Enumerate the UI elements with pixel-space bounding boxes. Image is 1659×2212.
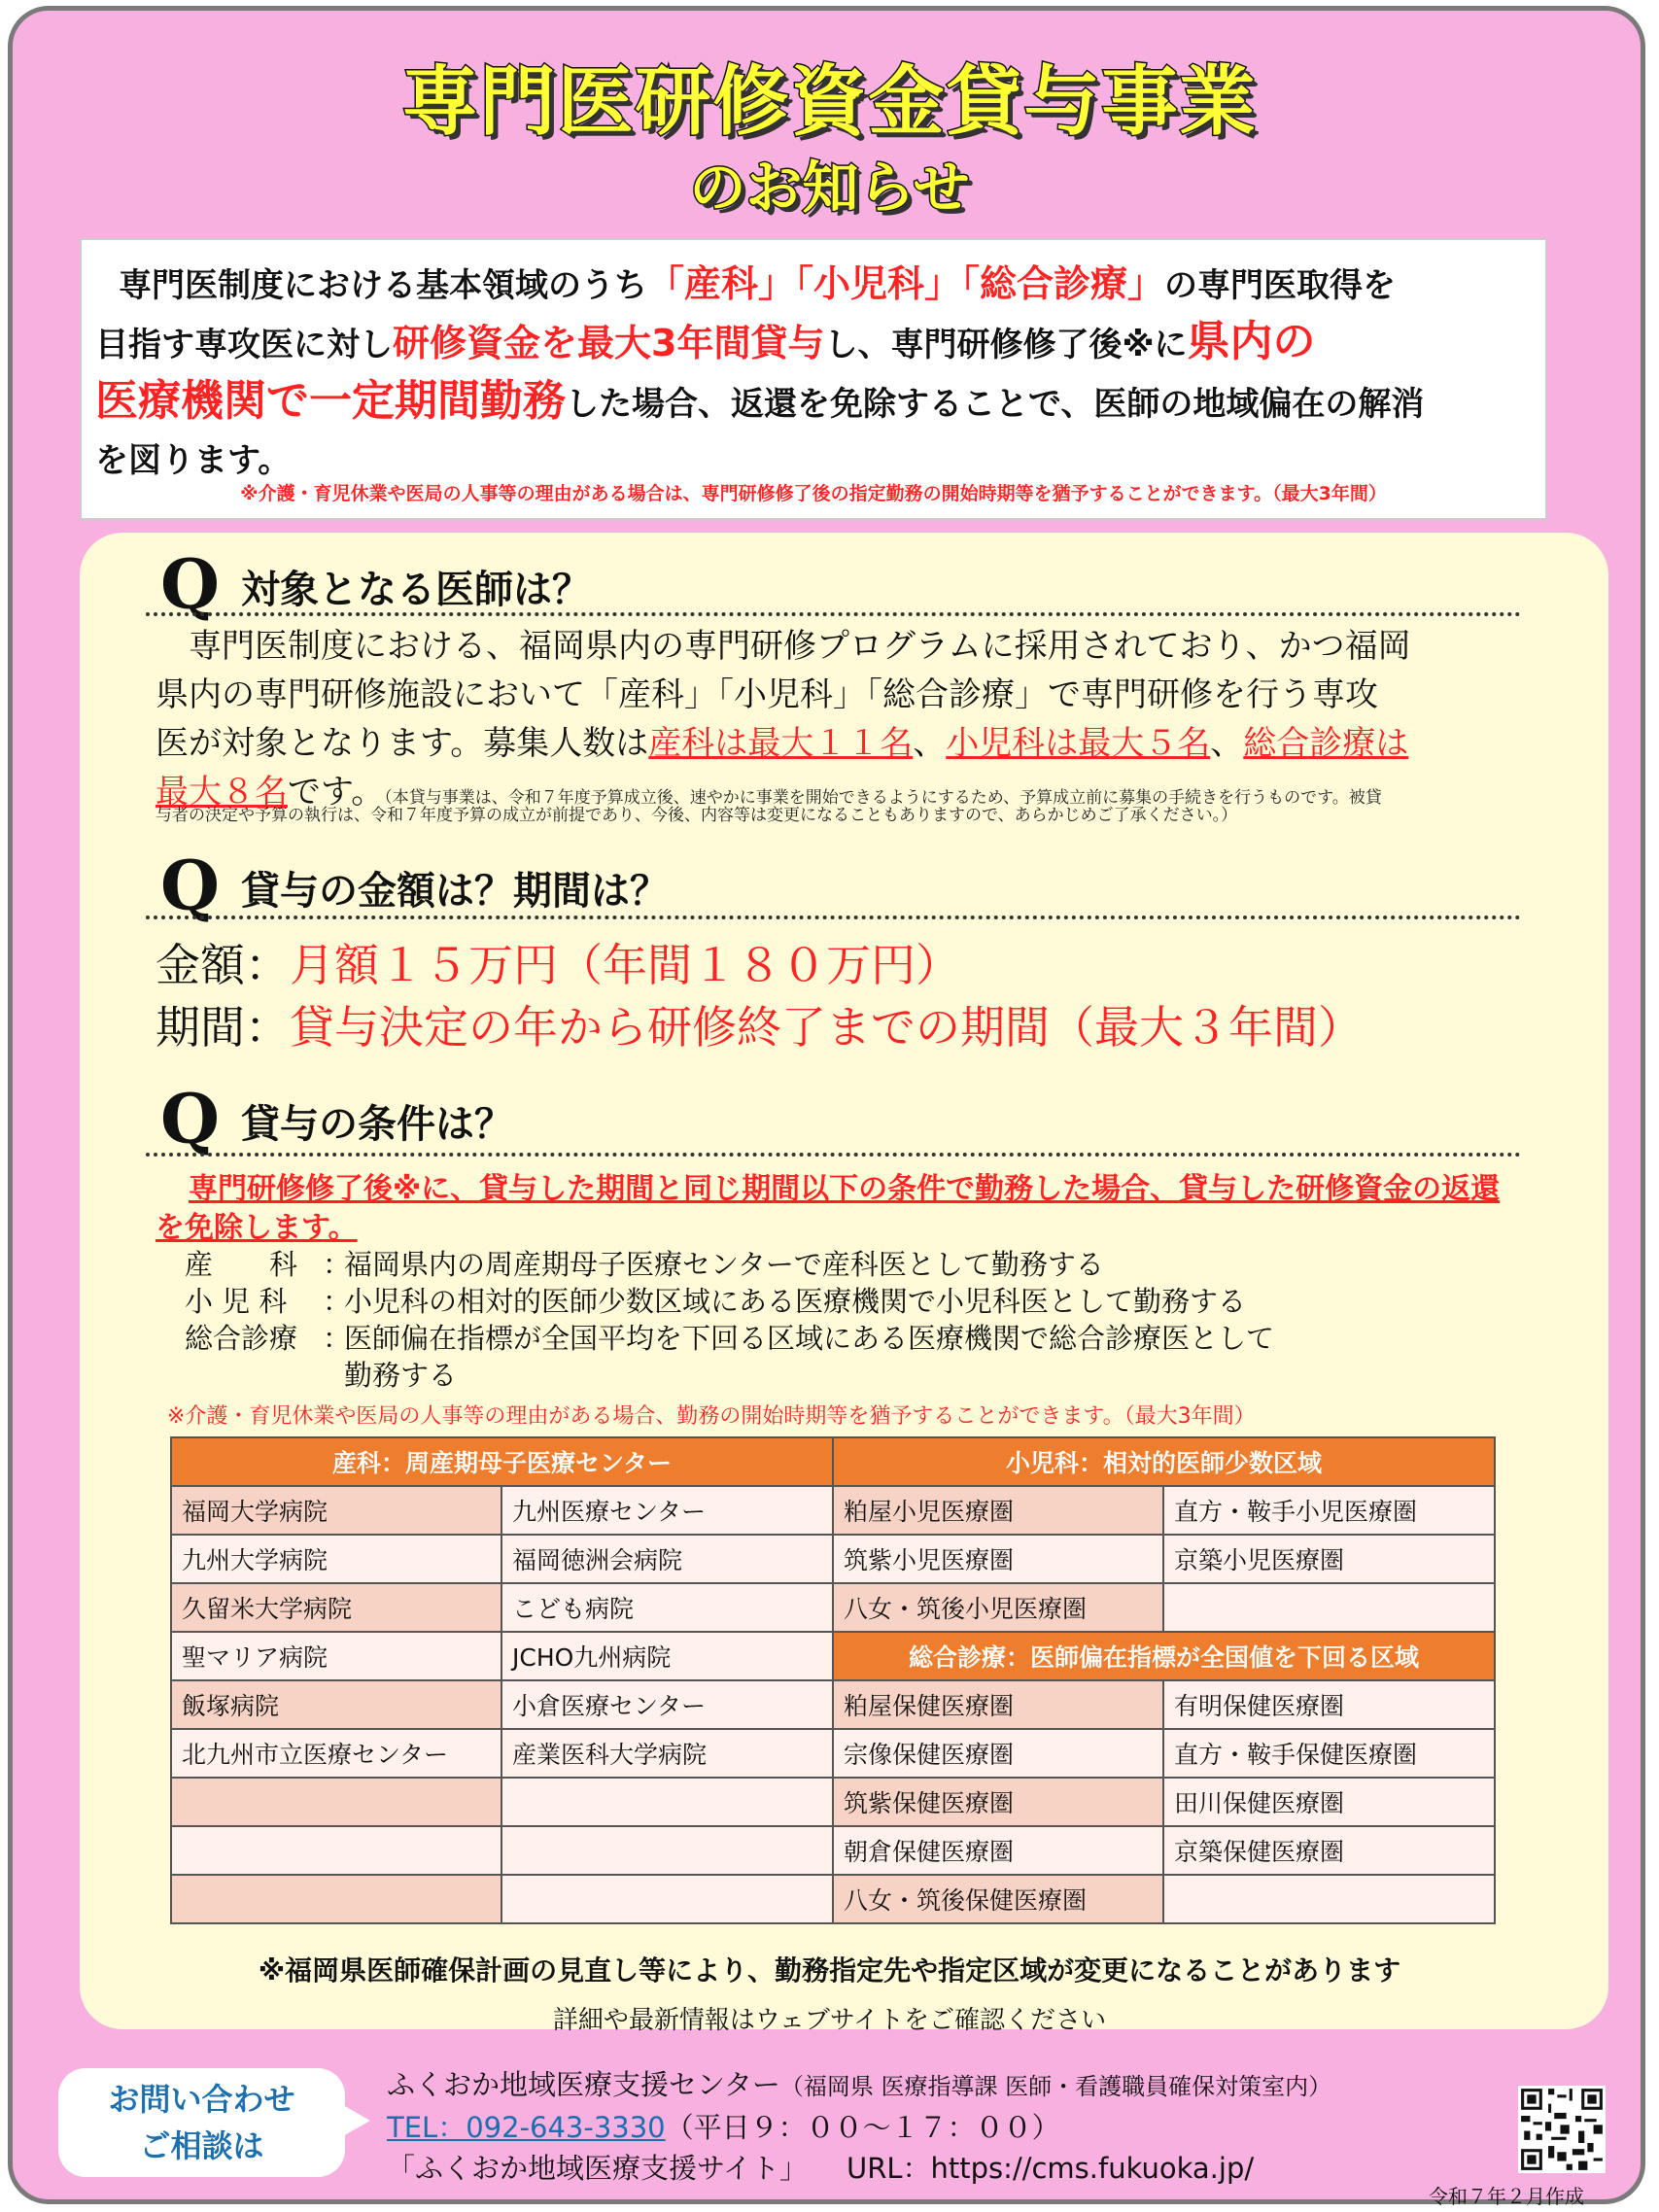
table-cell: 福岡徳洲会病院 [501,1535,833,1583]
q1-quota-obstetrics: 産科は最大１１名 [648,724,914,763]
table-row [171,1729,1495,1778]
condition-sep [323,1357,344,1394]
table-row [171,1583,1495,1632]
contact-bubble-line1: お問い合わせ [108,2081,295,2118]
table-cell: こども病院 [501,1583,833,1632]
table-row [171,1826,1495,1875]
q3-note: ※介護・育児休業や医局の人事等の理由がある場合、勤務の開始時期等を猶予することができます。（最大3年間） [167,1404,1256,1429]
intro-text-5: した場合、返還を免除することで、医師の地域偏在の解消 [566,385,1425,424]
condition-row [185,1283,1274,1320]
condition-row [185,1357,1274,1394]
condition-key: 小 児 科 [185,1285,288,1318]
q1-question: 対象となる医師は？ [240,568,591,612]
condition-key: 総合診療 [185,1322,298,1355]
table-cell: 直方・鞍手小児医療圏 [1163,1486,1495,1535]
table-cell [501,1875,833,1923]
table-cell [1163,1583,1495,1632]
q2-heading [160,846,669,926]
condition-sep: ： [323,1322,352,1355]
q1-comma-1: 、 [913,724,947,763]
condition-key [185,1357,323,1394]
table-cell [171,1826,501,1875]
contact-hours: （平日９：００～１７：００） [665,2111,1060,2144]
intro-text-2: の専門医取得を [1164,266,1397,305]
table-row [171,1778,1495,1826]
intro-text-1: 専門医制度における基本領域のうち [119,266,647,305]
contact-bubble [58,2068,345,2177]
q3-divider [146,1153,1521,1157]
q1-quota-general: 総合診療は [1243,724,1409,763]
q3-conditions [185,1246,1274,1394]
contact-bubble-line2: ご相談は [139,2127,264,2164]
table-cell: 飯塚病院 [171,1680,501,1729]
hospital-table [170,1436,1496,1924]
q3-mark: Q [160,1079,220,1159]
qr-code-graphic [1518,2086,1606,2173]
table-cell: 福岡大学病院 [171,1486,501,1535]
table-row [171,1486,1495,1535]
q2-amount-value: 月額１５万円（年間１８０万円） [290,939,960,991]
table-cell: 直方・鞍手保健医療圏 [1163,1729,1495,1778]
table-cell: 九州大学病院 [171,1535,501,1583]
table-cell: 筑紫小児医療圏 [833,1535,1163,1583]
table-cell: 小倉医療センター [501,1680,833,1729]
table-cell [1163,1875,1495,1923]
intro-highlight-loan: 研修資金を最大3年間貸与 [393,322,825,364]
table-row [171,1632,1495,1680]
table-cell: 八女・筑後小児医療圏 [833,1583,1163,1632]
contact-org: ふくおか地域医療支援センター [387,2068,780,2101]
created-date: 令和７年２月作成 [1429,2185,1584,2208]
table-cell: 朝倉保健医療圏 [833,1826,1163,1875]
table-cell: 京築保健医療圏 [1163,1826,1495,1875]
q1-answer-line2: 県内の専門研修施設において「産科」「小児科」「総合診療」で専門研修を行う専攻 [156,675,1378,714]
q1-comma-2: 、 [1210,724,1244,763]
q1-answer [156,622,1516,828]
table-cell: 粕屋小児医療圏 [833,1486,1163,1535]
table-cell: 久留米大学病院 [171,1583,501,1632]
condition-row [185,1246,1274,1283]
table-cell: 九州医療センター [501,1486,833,1535]
condition-text: 勤務する [344,1359,458,1392]
table-cell [501,1778,833,1826]
website-notice: 詳細や最新情報はウェブサイトをご確認ください [552,2006,1107,2035]
q2-mark: Q [160,846,220,926]
table-cell [501,1826,833,1875]
intro-highlight-fields: 「産科」「小児科」「総合診療」 [647,262,1165,305]
change-notice: ※福岡県医師確保計画の見直し等により、勤務指定先や指定区域が変更になることがあります [258,1954,1401,1987]
table-cell: 田川保健医療圏 [1163,1778,1495,1826]
table-cell: 有明保健医療圏 [1163,1680,1495,1729]
table-cell: 聖マリア病院 [171,1632,501,1680]
q1-quota-general-count: 最大８名 [156,773,288,812]
table-cell: 産業医科大学病院 [501,1729,833,1778]
q1-quota-pediatrics: 小児科は最大５名 [946,724,1211,763]
header-obstetrics: 産科：周産期母子医療センター [171,1437,833,1486]
condition-text: 小児科の相対的医師少数区域にある医療機関で小児科医として勤務する [344,1285,1247,1318]
contact-org-sub: （福岡県 医療指導課 医師・看護職員確保対策室内） [779,2073,1332,2100]
q1-small-note-2: 与者の決定や予算の執行は、令和７年度予算の成立が前提であり、今後、内容等は変更になることもありますので、あらかじめご了承ください。） [156,806,1238,825]
table-row [171,1680,1495,1729]
intro-text-3: 目指す専攻医に対し [95,326,393,364]
q1-answer-line1: 専門医制度における、福岡県内の専門研修プログラムに採用されており、かつ福岡 [189,627,1411,666]
q1-answer-line3: 医が対象となります。募集人数は [156,724,649,763]
q2-amount-label: 金額： [156,939,290,991]
table-cell: JCHO九州病院 [501,1632,833,1680]
q3-heading [160,1079,513,1159]
page-title: 専門医研修資金貸与事業 [401,58,1258,146]
intro-note: ※介護・育児休業や医局の人事等の理由がある場合は、専門研修修了後の指定勤務の開始時期等を猶予することができます。（最大3年間） [240,483,1387,504]
table-cell: 宗像保健医療圏 [833,1729,1163,1778]
intro-text-6: を図ります。 [95,441,292,480]
contact-url-label: URL： [846,2152,931,2185]
q1-mark: Q [160,544,220,625]
table-cell: 京築小児医療圏 [1163,1535,1495,1583]
page-subtitle: のお知らせ [689,155,970,221]
condition-sep: ： [323,1285,352,1318]
q1-small-note-1: （本貸与事業は、令和７年度予算成立後、速やかに事業を開始できるようにするため、予算成立前に募集の手続きを行うものです。被貸 [384,788,1382,808]
intro-highlight-work: 医療機関で一定期間勤務 [95,376,566,426]
q2-question: 貸与の金額は？期間は？ [240,869,669,914]
table-cell: 筑紫保健医療圏 [833,1778,1163,1826]
q1-answer-end: です。 [288,773,385,812]
header-pediatrics: 小児科：相対的医師少数区域 [833,1437,1495,1486]
q2-period-label: 期間： [156,1001,290,1054]
header-general: 総合診療：医師偏在指標が全国値を下回る区域 [833,1632,1495,1680]
q2-period-row [156,997,1363,1057]
table-row [171,1535,1495,1583]
condition-key: 産 科 [185,1248,298,1281]
condition-row [185,1320,1274,1357]
q2-period-value: 貸与決定の年から研修終了までの期間（最大３年間） [290,1001,1363,1054]
intro-box [80,238,1547,520]
table-cell: 粕屋保健医療圏 [833,1680,1163,1729]
q2-amount-row [156,935,960,995]
q3-lead: 専門研修修了後※に、貸与した期間と同じ期間以下の条件で勤務した場合、貸与した研修資金の返還を免除します。 [156,1172,1501,1245]
table-cell [171,1778,501,1826]
table-cell: 八女・筑後保健医療圏 [833,1875,1163,1923]
table-cell: 北九州市立医療センター [171,1729,501,1778]
table-cell [171,1875,501,1923]
intro-highlight-prefecture: 県内の [1187,317,1316,366]
contact-tel-link[interactable]: TEL：092-643-3330 [387,2111,666,2144]
condition-text: 福岡県内の周産期母子医療センターで産科医として勤務する [344,1248,1104,1281]
condition-sep: ： [323,1248,352,1281]
contact-url-link[interactable]: https://cms.fukuoka.jp/ [930,2152,1255,2185]
contact-info [387,2064,1331,2189]
table-row [171,1875,1495,1923]
q1-divider [146,612,1521,616]
condition-text: 医師偏在指標が全国平均を下回る区域にある医療機関で総合診療医として [344,1322,1275,1355]
q3-question: 貸与の条件は？ [240,1102,513,1147]
contact-site-name: 「ふくおか地域医療支援サイト」 [387,2152,808,2185]
table-header-row [171,1437,1495,1486]
qr-code-icon[interactable] [1518,2086,1606,2173]
intro-text [95,256,1524,489]
q2-divider [146,916,1521,919]
intro-text-4: し、専門研修修了後※に [824,326,1188,364]
